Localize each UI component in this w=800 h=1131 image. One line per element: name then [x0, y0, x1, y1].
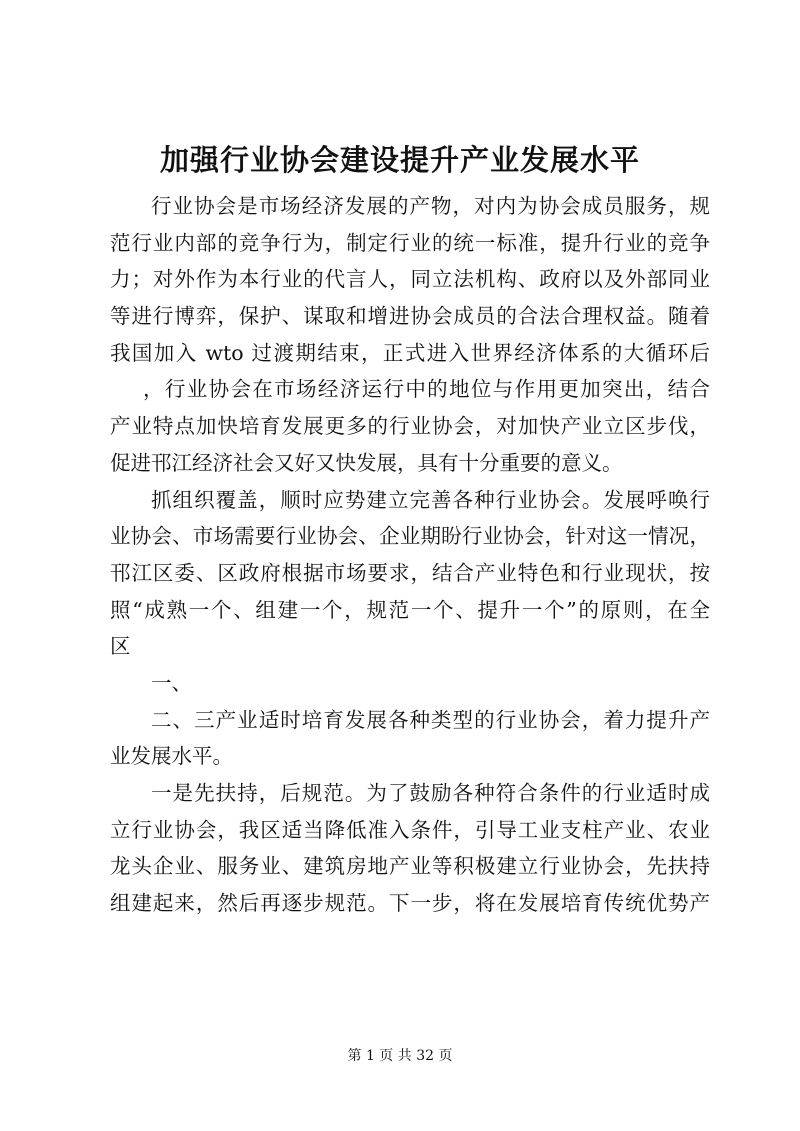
page-number-footer: 第 1 页 共 32 页 [347, 1048, 453, 1064]
text-line: 行业协会是市场经济发展的产物，对内为协会成员服务，规 [151, 194, 710, 218]
text-line: 二、三产业适时培育发展各种类型的行业协会，着力提升产 [151, 707, 710, 732]
text-line: 抓组织覆盖，顺时应势建立完善各种行业协会。发展呼唤行 [151, 487, 710, 512]
text-line: 促进邗江经济社会又好又快发展，具有十分重要的意义。 [110, 450, 623, 475]
text-line: 一、 [151, 670, 192, 695]
text-line: 组建起来，然后再逐步规范。下一步，将在发展培育传统优势产 [110, 891, 710, 916]
document-body [110, 188, 710, 922]
text-line: 力；对外作为本行业的代言人，同立法机构、政府以及外部同业 [110, 267, 710, 292]
document-title: 加强行业协会建设提升产业发展水平 [159, 143, 640, 177]
text-line: 我国加入 wto 过渡期结束，正式进入世界经济体系的大循环后 [110, 340, 710, 365]
text-line: 一是先扶持，后规范。为了鼓励各种符合条件的行业适时成 [151, 781, 710, 805]
text-line: ，行业协会在市场经济运行中的地位与作用更加突出，结合 [143, 377, 710, 402]
text-line: 区 [110, 634, 131, 659]
text-line: 邗江区委、区政府根据市场要求，结合产业特色和行业现状，按 [110, 560, 710, 585]
text-line: 产业特点加快培育发展更多的行业协会，对加快产业立区步伐， [110, 414, 710, 439]
text-line: 范行业内部的竞争行为，制定行业的统一标准，提升行业的竞争 [110, 230, 710, 255]
text-line: 照“成熟一个、组建一个，规范一个、提升一个”的原则，在全 [110, 597, 710, 622]
text-line: 业协会、市场需要行业协会、企业期盼行业协会，针对这一情况， [110, 524, 710, 549]
text-line: 业发展水平。 [110, 744, 233, 769]
text-line: 龙头企业、服务业、建筑房地产业等积极建立行业协会，先扶持 [110, 854, 710, 879]
text-line: 立行业协会，我区适当降低准入条件，引导工业支柱产业、农业 [110, 817, 710, 842]
text-line: 等进行博弈，保护、谋取和增进协会成员的合法合理权益。随着 [110, 304, 710, 329]
